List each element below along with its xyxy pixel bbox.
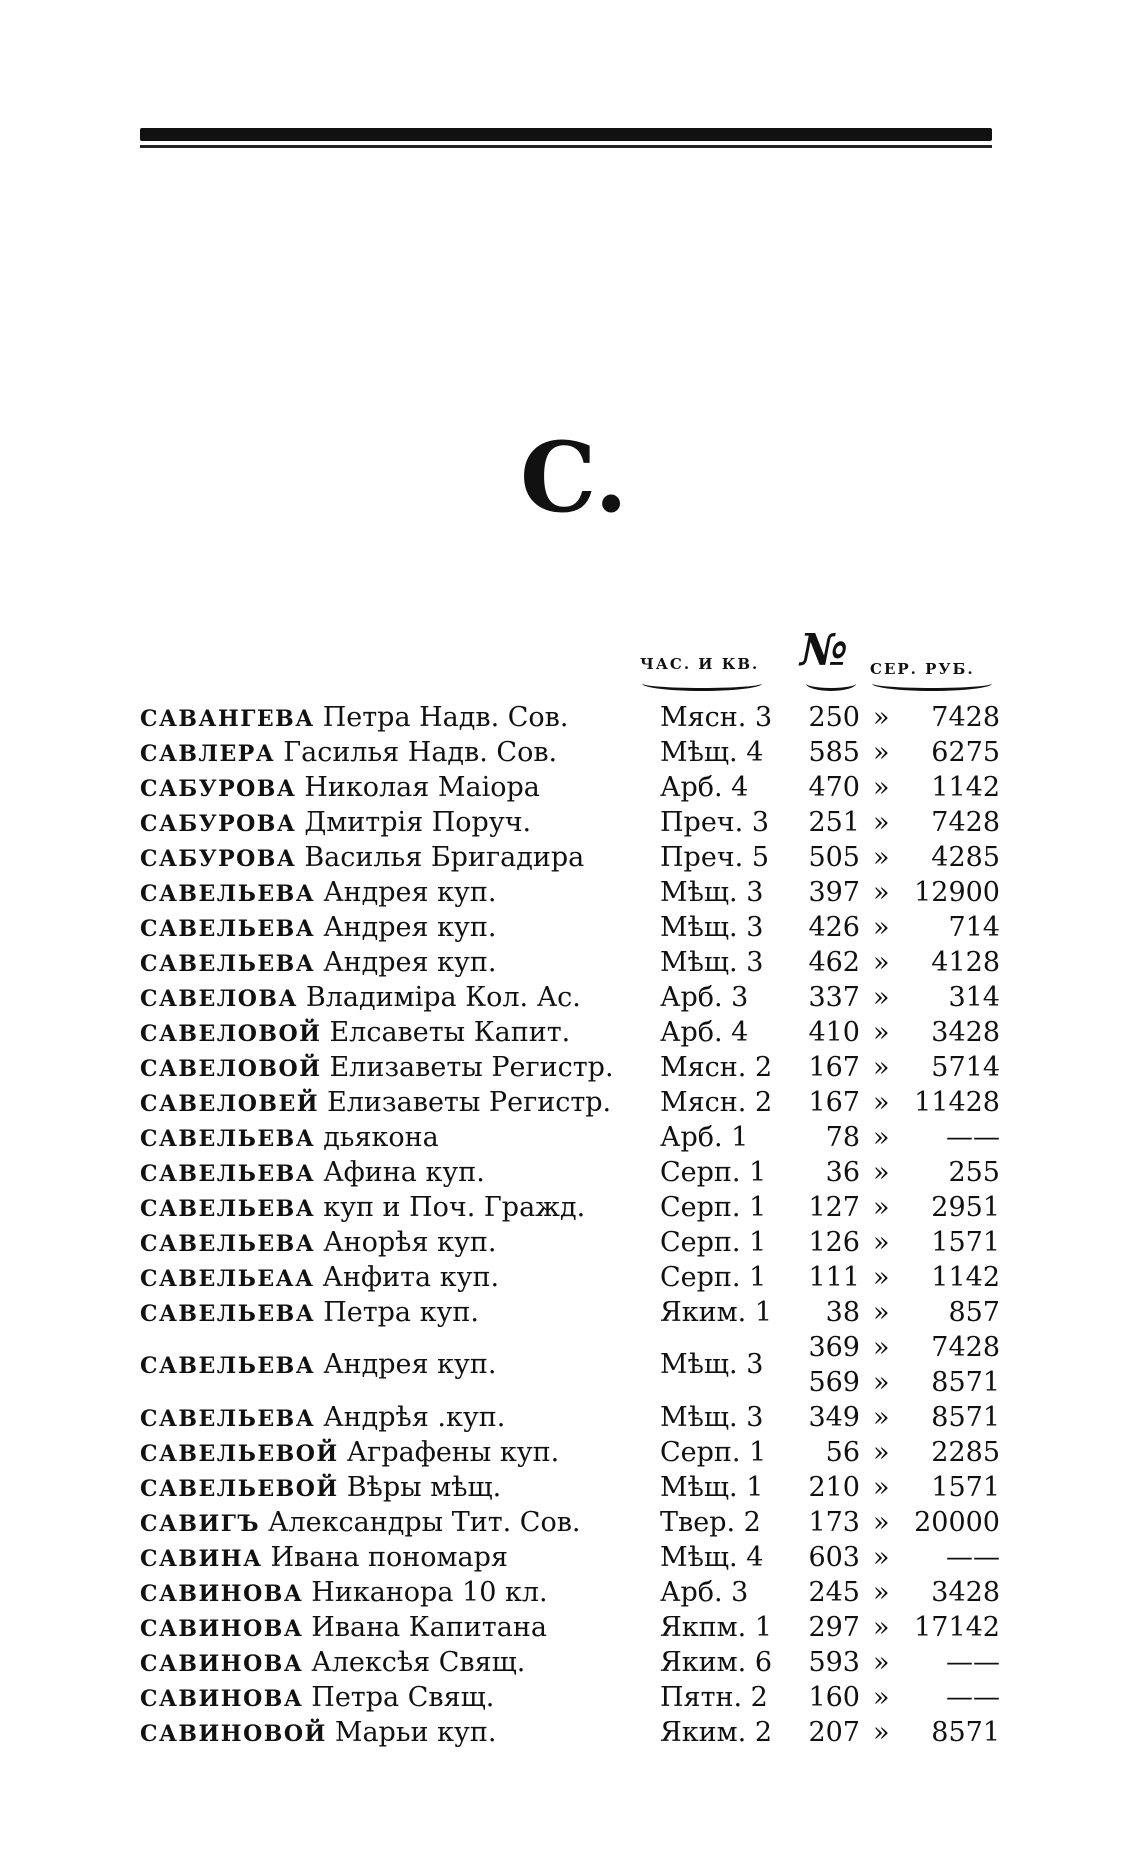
separator: » (873, 1367, 890, 1398)
given-name: Гасилья Надв. Сов. (283, 737, 558, 768)
entry-name (140, 700, 568, 737)
value-rubles: 20000 (914, 1507, 1000, 1538)
table-row (140, 1575, 1000, 1610)
surname: САВЛЕРА (140, 741, 276, 767)
entry-name (140, 1715, 496, 1752)
separator: » (873, 1157, 890, 1188)
surname: САБУРОВА (140, 811, 297, 837)
given-name: Елизаветы Регистр. (327, 1087, 612, 1118)
given-name: Владимiра Кол. Ас. (305, 982, 581, 1013)
section-letter: С. (520, 421, 626, 534)
house-number: 470 (808, 772, 860, 803)
surname: САВЕЛЬЕВА (140, 1196, 316, 1222)
table-row (140, 1645, 1000, 1680)
entry-name (140, 1260, 499, 1297)
district: Мѣщ. 1 (660, 1472, 764, 1503)
value-rubles: 4128 (931, 947, 1000, 978)
surname: САВЕЛЬЕВОЙ (140, 1476, 339, 1502)
surname: САВЕЛЬЕВА (140, 1231, 316, 1257)
separator: » (873, 1507, 890, 1538)
given-name: Андрѣя .куп. (323, 1402, 506, 1433)
house-number: 337 (808, 982, 860, 1013)
given-name: Никанора 10 кл. (311, 1577, 548, 1608)
given-name: Андрея куп. (323, 912, 497, 943)
given-name: Анфита куп. (322, 1262, 500, 1293)
value-rubles: 1571 (931, 1472, 1000, 1503)
district: Арб. 3 (660, 1577, 749, 1608)
given-name: Николая Маiора (304, 772, 540, 803)
value-rubles: 7428 (931, 807, 1000, 838)
given-name: куп и Поч. Гражд. (323, 1192, 586, 1223)
surname: САВЕЛЬЕВА (140, 1301, 316, 1327)
surname: САВЕЛЬЕВА (140, 916, 316, 942)
given-name: Алексѣя Свящ. (311, 1647, 526, 1678)
given-name: Елизаветы Регистр. (329, 1052, 614, 1083)
given-name: Афина куп. (323, 1157, 485, 1188)
separator: » (873, 1297, 890, 1328)
surname: САВИНОВА (140, 1581, 304, 1607)
table-row (140, 1715, 1000, 1750)
value-rubles: 17142 (914, 1612, 1000, 1643)
given-name: Ивана Капитана (311, 1612, 547, 1643)
entry-name (140, 1015, 570, 1052)
value-rubles: 7428 (931, 702, 1000, 733)
value-rubles: 5714 (931, 1052, 1000, 1083)
separator: » (873, 877, 890, 908)
district: Мѣщ. 4 (660, 737, 764, 768)
house-number: 111 (808, 1262, 860, 1293)
table-row (140, 735, 1000, 770)
value-rubles: 7428 (931, 1332, 1000, 1363)
entry-name (140, 1120, 439, 1157)
district: Мясн. 2 (660, 1052, 773, 1083)
house-number: 297 (808, 1612, 860, 1643)
value-rubles: —— (946, 1542, 1000, 1573)
table-row (140, 1190, 1000, 1225)
district: Мѣщ. 3 (660, 947, 764, 978)
house-number: 410 (808, 1017, 860, 1048)
value-rubles: 3428 (931, 1577, 1000, 1608)
given-name: Петра куп. (323, 1297, 479, 1328)
table-row (140, 1155, 1000, 1190)
house-number: 173 (808, 1507, 860, 1538)
district: Серп. 1 (660, 1157, 767, 1188)
district: Серп. 1 (660, 1192, 767, 1223)
district: Мѣщ. 3 (660, 912, 764, 943)
value-rubles: —— (946, 1682, 1000, 1713)
table-row (140, 1225, 1000, 1260)
table-row (140, 805, 1000, 840)
entry-name (140, 735, 557, 772)
separator: » (873, 1052, 890, 1083)
register-table (140, 700, 1000, 1750)
given-name: Дмитрiя Поруч. (304, 807, 532, 838)
surname: САВЕЛЬЕВА (140, 1353, 316, 1379)
district: Мѣщ. 3 (660, 1349, 764, 1380)
district: Яким. 6 (660, 1647, 773, 1678)
value-rubles: 4285 (931, 842, 1000, 873)
value-rubles: —— (946, 1647, 1000, 1678)
house-number: 126 (808, 1227, 860, 1258)
entry-name (140, 910, 496, 947)
house-number: 167 (808, 1087, 860, 1118)
table-row (140, 945, 1000, 980)
surname: САВИНОВА (140, 1616, 304, 1642)
separator: » (873, 1332, 890, 1363)
house-number: 426 (808, 912, 860, 943)
separator: » (873, 1647, 890, 1678)
separator: » (873, 702, 890, 733)
given-name: дьякона (323, 1122, 439, 1153)
surname: САВЕЛЬЕВА (140, 1406, 316, 1432)
table-row (140, 1540, 1000, 1575)
house-number: 167 (808, 1052, 860, 1083)
separator: » (873, 1192, 890, 1223)
entry-name (140, 1435, 559, 1472)
surname: САВИНОВА (140, 1651, 304, 1677)
entry-name (140, 875, 496, 912)
table-row (140, 1435, 1000, 1470)
district: Яким. 2 (660, 1717, 773, 1748)
table-row (140, 875, 1000, 910)
separator: » (873, 912, 890, 943)
surname: САВЕЛЬЕВА (140, 1126, 316, 1152)
value-rubles: —— (946, 1122, 1000, 1153)
separator: » (873, 1402, 890, 1433)
district: Якпм. 1 (660, 1612, 773, 1643)
surname: САВАНГЕВА (140, 706, 315, 732)
district: Мѣщ. 3 (660, 1402, 764, 1433)
separator: » (873, 737, 890, 768)
value-rubles: 314 (948, 982, 1000, 1013)
entry-name (140, 1505, 581, 1542)
house-number: 369 (808, 1332, 860, 1363)
table-row (140, 1050, 1000, 1085)
separator: » (873, 1542, 890, 1573)
separator: » (873, 1437, 890, 1468)
district: Арб. 4 (660, 772, 749, 803)
table-row (140, 840, 1000, 875)
header-brace (806, 676, 856, 691)
district: Пятн. 2 (660, 1682, 768, 1713)
house-number: 78 (825, 1122, 860, 1153)
house-number: 245 (808, 1577, 860, 1608)
table-row (140, 1015, 1000, 1050)
surname: САВЕЛОВЕЙ (140, 1091, 320, 1117)
separator: » (873, 1612, 890, 1643)
entry-name (140, 1610, 547, 1647)
surname: САВЕЛЬЕВОЙ (140, 1441, 339, 1467)
house-number: 251 (808, 807, 860, 838)
value-rubles: 1142 (931, 1262, 1000, 1293)
house-number: 210 (808, 1472, 860, 1503)
given-name: Марьи куп. (334, 1717, 497, 1748)
column-header-part: ЧАС. И КВ. (640, 655, 760, 673)
separator: » (873, 772, 890, 803)
value-rubles: 857 (948, 1297, 1000, 1328)
separator: » (873, 947, 890, 978)
given-name: Василья Бригадира (304, 842, 585, 873)
table-row (140, 1085, 1000, 1120)
district: Серп. 1 (660, 1227, 767, 1258)
value-rubles: 8571 (931, 1402, 1000, 1433)
district: Твер. 2 (660, 1507, 761, 1538)
given-name: Петра Надв. Сов. (322, 702, 569, 733)
value-rubles: 1571 (931, 1227, 1000, 1258)
separator: » (873, 1227, 890, 1258)
header-brace (872, 676, 992, 691)
given-name: Андрея куп. (323, 1349, 497, 1380)
entry-name (140, 1470, 501, 1507)
house-number: 160 (808, 1682, 860, 1713)
table-row (140, 770, 1000, 805)
entry-name (140, 770, 540, 807)
surname: САВЕЛОВОЙ (140, 1056, 322, 1082)
district: Мѣщ. 4 (660, 1542, 764, 1573)
district: Серп. 1 (660, 1437, 767, 1468)
header-brace (642, 676, 762, 691)
district: Арб. 3 (660, 982, 749, 1013)
given-name: Петра Свящ. (311, 1682, 495, 1713)
separator: » (873, 1472, 890, 1503)
entry-name (140, 945, 496, 982)
district: Яким. 1 (660, 1297, 773, 1328)
header-rule-thin (140, 145, 992, 148)
house-number: 207 (808, 1717, 860, 1748)
separator: » (873, 842, 890, 873)
house-number: 38 (825, 1297, 860, 1328)
entry-name (140, 1540, 508, 1577)
entry-name (140, 840, 584, 877)
table-row (140, 1120, 1000, 1155)
value-rubles: 255 (948, 1157, 1000, 1188)
district: Арб. 1 (660, 1122, 749, 1153)
table-row (140, 1610, 1000, 1645)
surname: САВЕЛОВА (140, 986, 298, 1012)
house-number: 397 (808, 877, 860, 908)
entry-name (140, 1575, 548, 1612)
table-row-double (140, 1330, 1000, 1400)
district: Мясн. 2 (660, 1087, 773, 1118)
district: Серп. 1 (660, 1262, 767, 1293)
surname: САВИНОВА (140, 1686, 304, 1712)
entry-name (140, 980, 581, 1017)
entry-name (140, 1680, 494, 1717)
table-row (140, 700, 1000, 735)
surname: САВИНА (140, 1546, 263, 1572)
separator: » (873, 1682, 890, 1713)
given-name: Аграфены куп. (346, 1437, 560, 1468)
district: Мѣщ. 3 (660, 877, 764, 908)
value-rubles: 8571 (931, 1367, 1000, 1398)
value-rubles: 2951 (931, 1192, 1000, 1223)
given-name: Ивана пономаря (270, 1542, 508, 1573)
given-name: Вѣры мѣщ. (346, 1472, 502, 1503)
surname: САВЕЛЬЕАА (140, 1266, 315, 1292)
house-number: 593 (808, 1647, 860, 1678)
value-rubles: 1142 (931, 772, 1000, 803)
separator: » (873, 1262, 890, 1293)
header-rule (140, 128, 992, 141)
value-rubles: 8571 (931, 1717, 1000, 1748)
entry-name (140, 1225, 496, 1262)
given-name: Елсаветы Капит. (329, 1017, 571, 1048)
entry-name (140, 1190, 585, 1227)
separator: » (873, 1717, 890, 1748)
value-rubles: 3428 (931, 1017, 1000, 1048)
value-rubles: 11428 (914, 1087, 1000, 1118)
entry-name (140, 1400, 505, 1437)
entry-name (140, 805, 531, 842)
column-header-rubles: СЕР. РУБ. (870, 660, 975, 678)
table-row (140, 1505, 1000, 1540)
separator: » (873, 1017, 890, 1048)
entry-name (140, 1155, 485, 1192)
table-row (140, 1260, 1000, 1295)
entry-name (140, 1645, 525, 1682)
table-row (140, 1400, 1000, 1435)
table-row (140, 1470, 1000, 1505)
surname: САБУРОВА (140, 846, 297, 872)
district: Арб. 4 (660, 1017, 749, 1048)
table-row (140, 910, 1000, 945)
surname: САВИНОВОЙ (140, 1721, 327, 1747)
entry-name (140, 1050, 614, 1087)
house-number: 505 (808, 842, 860, 873)
house-number: 250 (808, 702, 860, 733)
value-rubles: 6275 (931, 737, 1000, 768)
table-row (140, 1680, 1000, 1715)
separator: » (873, 1122, 890, 1153)
house-number: 349 (808, 1402, 860, 1433)
house-number: 585 (808, 737, 860, 768)
value-rubles: 12900 (914, 877, 1000, 908)
given-name: Анорѣя куп. (323, 1227, 497, 1258)
given-name: Андрея куп. (323, 947, 497, 978)
surname: САВЕЛОВОЙ (140, 1021, 322, 1047)
house-number: 569 (808, 1367, 860, 1398)
house-number: 603 (808, 1542, 860, 1573)
separator: » (873, 807, 890, 838)
district: Мясн. 3 (660, 702, 773, 733)
surname: САВЕЛЬЕВА (140, 1161, 316, 1187)
separator: » (873, 1087, 890, 1118)
table-row (140, 980, 1000, 1015)
house-number: 36 (825, 1157, 860, 1188)
value-rubles: 714 (948, 912, 1000, 943)
house-number: 127 (808, 1192, 860, 1223)
house-number: 462 (808, 947, 860, 978)
house-number: 56 (825, 1437, 860, 1468)
given-name: Андрея куп. (323, 877, 497, 908)
entry-name (140, 1085, 611, 1122)
value-rubles: 2285 (931, 1437, 1000, 1468)
entry-name (140, 1347, 496, 1384)
table-row (140, 1295, 1000, 1330)
separator: » (873, 982, 890, 1013)
surname: САВЕЛЬЕВА (140, 881, 316, 907)
entry-name (140, 1295, 479, 1332)
surname: САБУРОВА (140, 776, 297, 802)
district: Преч. 5 (660, 842, 770, 873)
column-header-number: № (800, 625, 848, 676)
district: Преч. 3 (660, 807, 770, 838)
surname: САВЕЛЬЕВА (140, 951, 316, 977)
separator: » (873, 1577, 890, 1608)
given-name: Александры Тит. Сов. (268, 1507, 581, 1538)
surname: САВИГЪ (140, 1511, 261, 1537)
